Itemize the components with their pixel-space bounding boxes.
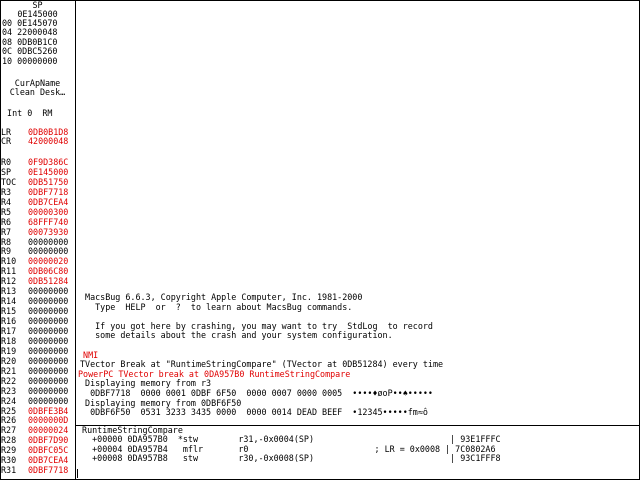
register-row	[1, 137, 75, 146]
register-value: 00000000	[28, 246, 69, 257]
register-name: R0	[1, 157, 12, 167]
cur-ap-name-label: CurApName	[14, 78, 61, 88]
register-row	[1, 426, 75, 435]
register-row	[1, 238, 75, 247]
disassembly-line: +00008 0DA957B8 stw r30,-0x0008(SP) | 93C1FFF8	[77, 453, 501, 463]
sp-header: SP	[32, 0, 43, 10]
register-name: R19	[1, 345, 17, 356]
register-value: 00000000	[28, 286, 69, 297]
register-row	[1, 307, 75, 316]
register-value: 0DB7CEA4	[28, 196, 69, 207]
register-value: 0E145000	[28, 166, 69, 177]
register-row	[1, 188, 75, 197]
disassembly-line: +00004 0DA957B4 mflr r0 ; LR = 0x0008 | 7C0802A6	[77, 443, 496, 454]
register-row	[1, 228, 75, 237]
register-name: R31	[1, 465, 17, 476]
register-row	[1, 297, 75, 306]
console-line: some details about the crash and your system configuration.	[80, 330, 393, 341]
register-value: 00000000	[28, 335, 69, 346]
register-name: R7	[1, 226, 12, 237]
register-row	[1, 397, 75, 406]
register-value: 00000000	[28, 385, 69, 396]
register-value: 00000000	[28, 375, 69, 386]
register-row	[1, 456, 75, 465]
register-name: R27	[1, 425, 17, 436]
register-value: 00073930	[28, 226, 69, 237]
console-line: If you got here by crashing, you may want to try StdLog to record	[80, 320, 433, 331]
register-name: R5	[1, 206, 12, 217]
register-name: R8	[1, 236, 12, 247]
register-name: R17	[1, 325, 17, 336]
console-line: TVector Break at "RuntimeStringCompare" (TVector at 0DB51284) every time	[80, 359, 444, 370]
register-row	[1, 198, 75, 207]
sp-value: 0E145000	[17, 9, 58, 19]
register-value: 00000000	[28, 306, 69, 317]
register-sidebar	[0, 0, 75, 480]
interrupt-level: Int 0 RM	[2, 108, 53, 118]
register-row	[1, 347, 75, 356]
register-value: 00000000	[28, 325, 69, 336]
register-value: 0DBFC05C	[28, 445, 69, 456]
register-name: R4	[1, 196, 12, 207]
register-value: 0DBF7718	[28, 186, 69, 197]
register-row	[1, 218, 75, 227]
register-name: R14	[1, 296, 17, 307]
register-name: R22	[1, 375, 17, 386]
cur-ap-name-value: Clean Desk…	[9, 87, 66, 97]
register-name: R11	[1, 266, 17, 277]
register-value: 0DB06C80	[28, 266, 69, 277]
register-value: 00000000	[28, 316, 69, 327]
register-value: 0DBFE3B4	[28, 405, 69, 416]
register-row	[1, 158, 75, 167]
register-row	[1, 277, 75, 286]
register-row	[1, 168, 75, 177]
register-row	[1, 466, 75, 475]
stack-value: 0DB0B1C0	[17, 36, 58, 47]
register-name: R16	[1, 316, 17, 327]
register-value: 0DB7CEA4	[28, 455, 69, 466]
register-value: 42000048	[28, 136, 69, 147]
console-line: MacsBug 6.6.3, Copyright Apple Computer, Inc. 1981-2000	[80, 292, 363, 302]
register-name: R29	[1, 445, 17, 456]
console-line: 0DBF6F50 0531 3233 3435 0000 0000 0014 DEAD BEEF •12345•••••fm≈ô	[80, 407, 428, 418]
register-name: CR	[1, 136, 12, 147]
register-name: R20	[1, 355, 17, 366]
register-name: R28	[1, 435, 17, 446]
register-value: 0DBF7D90	[28, 435, 69, 446]
register-row	[1, 446, 75, 455]
register-row	[1, 337, 75, 346]
register-name: R10	[1, 256, 17, 267]
disassembly-line: +00000 0DA957B0 *stw r31,-0x0004(SP) | 93E1FFFC	[77, 434, 501, 444]
register-row	[1, 178, 75, 187]
console-line: NMI	[78, 349, 99, 360]
register-row	[1, 208, 75, 217]
register-name: R25	[1, 405, 17, 416]
stack-offset: 00	[2, 18, 13, 28]
register-value: 00000000	[28, 355, 69, 366]
register-name: SP	[1, 166, 12, 177]
register-value: 00000000	[28, 345, 69, 356]
register-value: 68FFF740	[28, 216, 69, 227]
console-line: Displaying memory from r3	[80, 378, 212, 389]
register-value: 00000000	[28, 236, 69, 247]
register-value: 0DB51750	[28, 176, 69, 187]
console-line: Displaying memory from 0DBF6F50	[80, 397, 242, 408]
register-value: 00000000	[28, 296, 69, 307]
register-value: 00000020	[28, 256, 69, 267]
register-name: R6	[1, 216, 12, 227]
register-row	[1, 416, 75, 425]
register-value: 0DB0B1D8	[28, 127, 69, 137]
register-name: R30	[1, 455, 17, 466]
register-row	[1, 407, 75, 416]
console-line: Type HELP or ? to learn about MacsBug commands.	[80, 301, 353, 312]
register-name: R23	[1, 385, 17, 396]
register-row	[1, 317, 75, 326]
register-row	[1, 357, 75, 366]
stack-offset: 08	[2, 36, 13, 47]
register-name: R3	[1, 186, 12, 197]
register-name: R24	[1, 395, 17, 406]
register-name: TOC	[1, 176, 17, 187]
register-value: 00000024	[28, 425, 69, 436]
disassembly-title: RuntimeStringCompare	[77, 425, 183, 435]
register-name: R9	[1, 246, 12, 257]
stack-value: 00000000	[17, 55, 58, 66]
register-name: R21	[1, 365, 17, 376]
console-output	[77, 0, 639, 425]
sidebar-divider	[75, 0, 76, 480]
register-row	[1, 267, 75, 276]
register-row	[1, 436, 75, 445]
stack-offset: 10	[2, 55, 13, 66]
console-line: PowerPC TVector break at 0DA957B0 RuntimeStringCompare	[78, 368, 351, 379]
register-name: R15	[1, 306, 17, 317]
register-value: 0DBF7718	[28, 465, 69, 476]
console-line: 0DBF7718 0000 0001 0DBF 6F50 0000 0007 0000 0005 ••••♦øoP••♠•••••	[80, 388, 433, 398]
register-row	[1, 257, 75, 266]
stack-offset: 04	[2, 27, 13, 38]
register-row	[1, 387, 75, 396]
register-value: 00000000	[28, 365, 69, 376]
stack-entry	[2, 57, 57, 66]
register-value: 0DB51284	[28, 276, 69, 287]
register-value: 0F9D386C	[28, 157, 69, 167]
stack-value: 22000048	[17, 27, 58, 38]
register-row	[1, 247, 75, 256]
register-name: R12	[1, 276, 17, 287]
stack-offset: 0C	[2, 46, 13, 57]
command-cursor[interactable]	[77, 469, 78, 478]
register-row	[1, 327, 75, 336]
register-name: R18	[1, 335, 17, 346]
register-value: 00000300	[28, 206, 69, 217]
stack-value: 0DBC5260	[17, 46, 58, 57]
register-name: LR	[1, 127, 12, 137]
register-row	[1, 287, 75, 296]
register-value: 00000000	[28, 395, 69, 406]
register-name: R13	[1, 286, 17, 297]
register-value: 0000000D	[28, 415, 69, 426]
register-name: R26	[1, 415, 17, 426]
disassembly-pane	[77, 426, 639, 480]
stack-value: 0E145070	[17, 18, 58, 28]
register-row	[1, 367, 75, 376]
register-row	[1, 377, 75, 386]
